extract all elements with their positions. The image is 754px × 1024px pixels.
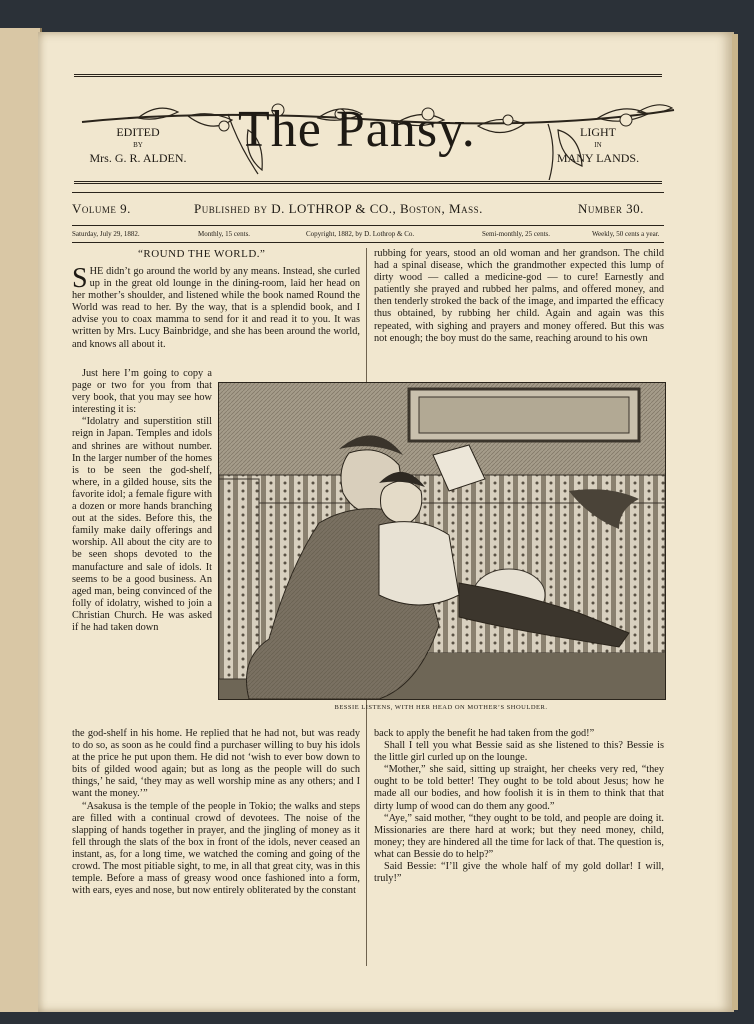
mother-and-daughter-engraving (219, 383, 665, 699)
issue-info-bar (72, 192, 664, 226)
left-page-edge (0, 28, 42, 1012)
issue-date: Saturday, July 29, 1882. (72, 230, 140, 238)
engraving-illustration (218, 382, 666, 700)
article-heading: “ROUND THE WORLD.” (138, 248, 266, 260)
article-column-left-narrow (72, 368, 212, 634)
copyright-notice: Copyright, 1882, by D. Lothrop & Co. (306, 230, 415, 238)
motto-line3: MANY LANDS. (556, 151, 640, 165)
monthly-price: Monthly, 15 cents. (198, 230, 251, 238)
paragraph-3: “Idolatry and superstition still reign in Japan. Temples and idols and shrines are without number. In the larger number of the homes is to be seen the god-shelf, where, in a gilded house, sits the favorite idol; a female figure with a dozen or more hands branching out at the sides. Before this, the family make daily offerings and worship. All about the city are to be seen shops devoted to the manufacture and sale of idols. It seems to be a good business. An aged man, being convinced of the folly of idolatry, wished to join a Christian Church. He was asked if he had taken down (72, 416, 212, 633)
right-page-edge (732, 34, 738, 1010)
article-column-right-bottom (374, 728, 664, 885)
edited-label: EDITED (116, 125, 160, 139)
article-column-left-bottom (72, 728, 360, 897)
paragraph-2: Just here I’m going to copy a page or two for you from that very book, that you may see how interesting it is: (72, 368, 212, 416)
paragraph-9: “Mother,” she said, sitting up straight, her cheeks very red, “they ought to be told better! They ought to be told about Jesus; how he made all our bodies, and how foolish it is in them to think that that dirty lump of wood can do them any good.” (374, 764, 664, 812)
paragraph-8: Shall I tell you what Bessie said as she listened to this? Bessie is the little girl curled up on the lounge. (374, 740, 664, 764)
paragraph-7: back to apply the benefit he had taken from the god!” (374, 728, 595, 739)
illustration-caption: BESSIE LISTENS, WITH HER HEAD ON MOTHER’S SHOULDER. (334, 704, 548, 711)
weekly-price: Weekly, 50 cents a year. (592, 230, 660, 238)
article-column-right-top (374, 248, 664, 345)
motto-line1: LIGHT (580, 125, 616, 139)
issue-number-label: Number 30. (578, 201, 644, 216)
magazine-title: The Pansy. (238, 101, 476, 158)
editor-name: Mrs. G. R. ALDEN. (89, 151, 187, 165)
publisher-label: Published by D. LOTHROP & CO., Boston, Mass. (194, 201, 483, 216)
paragraph-11: Said Bessie: “I’ll give the whole half of my gold dollar! I will, truly!” (374, 861, 664, 885)
magazine-page (38, 32, 734, 1012)
volume-label: Volume 9. (72, 201, 131, 216)
motto-line2: IN (594, 141, 602, 149)
semimonthly-price: Semi-monthly, 25 cents. (482, 230, 550, 238)
paragraph-5: “Asakusa is the temple of the people in Tokio; the walks and steps are filled with a continual crowd of devotees. The noise of the slapping of hands together in prayer, and the jingling of money as it fell through the slats of the box in front of the idols, never ceased an instant, as, for a long time, we watched the coming and going of the crowd. The most pitiable sight, to me, in all that great city, was in this temple. Before a mass of greasy wood once fashioned into a form, with ears, eyes and nose, but now entirely obliterated by the constant (72, 800, 360, 897)
paragraph-6: rubbing for years, stood an old woman and her grandson. The child had a spinal disease, which the grandmother expected this lump of dirty wood — called a medicine-god — to cure! Earnestly and patiently she prayed and rubbed her palms, and offered money, and then tenderly stroked the back of the image, and imparted the efficacy thus obtained, by rubbing her child. Again and again was this repeated, with sighing and prayers and money offered. But this was not enough; the boy must do the same, reaching around to his own (374, 248, 664, 344)
paragraph-4: the god-shelf in his home. He replied that he had not, but was ready to do so, as soon as he could find a purchaser willing to buy his idols at the price he put upon them. He did not ‘wish to ever bow down to bits of gilded wood again; but as long as the people will do such things,’ he said, ‘they may as well worship mine as any others; and I want the money.’” (72, 728, 360, 800)
drop-cap: S (72, 263, 88, 294)
edited-by: BY (133, 141, 143, 149)
motto (538, 126, 658, 165)
paragraph-10: “Aye,” said mother, “they ought to be told, and people are doing it. Missionaries are there hard at work; but they need money, child, money; they are hindered all the time for lack of that. The question is, what can Bessie do to help?” (374, 812, 664, 860)
editor-credit (78, 126, 198, 165)
pricing-line (72, 226, 664, 243)
paragraph-1: HE didn’t go around the world by any means. Instead, she curled up in the great old lounge in the dining-room, laid her head on her mother’s shoulder, and listened while the book named Round the World was read to her. By the way, that is a splendid book, and I advise you to coax mamma to send for it and read it to you. It was written by Mrs. Lucy Bainbridge, and she has been around the world, and knows all about it. (72, 266, 360, 350)
article-column-left-top (72, 263, 360, 351)
